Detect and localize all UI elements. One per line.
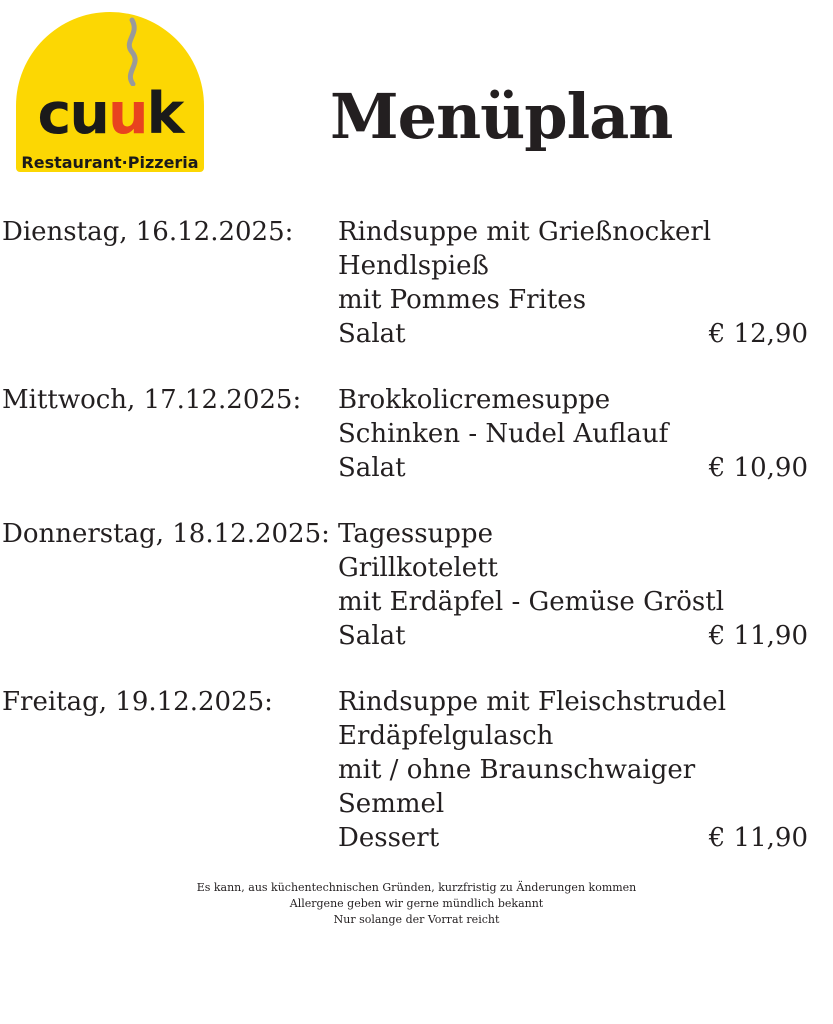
menu-plan-list (0, 215, 833, 887)
menu-dish-name: mit / ohne Braunschwaiger (338, 755, 696, 785)
menu-dish-row (338, 685, 818, 719)
menu-dish-row (338, 383, 818, 417)
menu-day-price: € 11,90 (708, 621, 808, 651)
menu-dish-row (338, 619, 818, 653)
menu-dish-name: Tagessuppe (338, 519, 493, 549)
menu-dish-row (338, 551, 818, 585)
menu-dish-row (338, 417, 818, 451)
footer-line-2: Allergene geben wir gerne mündlich bekannt (289, 897, 544, 910)
logo-wordmark (16, 81, 204, 147)
page-header (0, 0, 833, 190)
menu-dish-name: Salat (338, 621, 406, 651)
menu-day-label: Donnerstag, 18.12.2025: (2, 519, 330, 549)
footer-line-1: Es kann, aus küchentechnischen Gründen, kurzfristig zu Änderungen kommen (196, 881, 637, 894)
logo-subtitle: Restaurant·Pizzeria (21, 153, 199, 172)
menu-day-block (0, 517, 833, 653)
menu-day-dishes (338, 685, 818, 855)
logo-letter-u2: u (107, 81, 147, 147)
logo-letter-k: k (146, 81, 183, 147)
menu-day-dishes (338, 215, 818, 351)
menu-dish-row (338, 719, 818, 753)
menu-day-dishes (338, 517, 818, 653)
page-footer (0, 880, 833, 928)
menu-dish-row (338, 317, 818, 351)
page-title: Menüplan (330, 80, 673, 153)
menu-day-label: Mittwoch, 17.12.2025: (2, 385, 302, 415)
logo-letter-c: c (37, 81, 70, 147)
menu-dish-name: Dessert (338, 823, 440, 853)
menu-day-dishes (338, 383, 818, 485)
menu-dish-name: Semmel (338, 789, 445, 819)
menu-dish-row (338, 283, 818, 317)
menu-dish-row (338, 517, 818, 551)
menu-dish-name: Salat (338, 319, 406, 349)
logo-letter-u1: u (69, 81, 108, 147)
menu-dish-row (338, 753, 818, 787)
menu-day-price: € 11,90 (708, 823, 808, 853)
menu-day-block (0, 685, 833, 855)
menu-day-price: € 10,90 (708, 453, 808, 483)
smoke-icon (120, 16, 146, 86)
menu-dish-name: Hendlspieß (338, 251, 489, 281)
menu-dish-row (338, 821, 818, 855)
restaurant-logo (16, 12, 204, 172)
footer-line-3: Nur solange der Vorrat reicht (333, 913, 500, 926)
menu-dish-name: Erdäpfelgulasch (338, 721, 554, 751)
menu-dish-name: Rindsuppe mit Grießnockerl (338, 217, 712, 247)
menu-day-price: € 12,90 (708, 319, 808, 349)
menu-dish-name: mit Erdäpfel - Gemüse Gröstl (338, 587, 725, 617)
menu-day-label: Freitag, 19.12.2025: (2, 687, 273, 717)
menu-day-block (0, 215, 833, 351)
menu-dish-row (338, 585, 818, 619)
menu-dish-row (338, 249, 818, 283)
menu-dish-name: Salat (338, 453, 406, 483)
menu-dish-row (338, 451, 818, 485)
menu-dish-name: mit Pommes Frites (338, 285, 587, 315)
menu-day-label: Dienstag, 16.12.2025: (2, 217, 294, 247)
menu-dish-row (338, 215, 818, 249)
menu-dish-row (338, 787, 818, 821)
menu-dish-name: Grillkotelett (338, 553, 498, 583)
menu-day-block (0, 383, 833, 485)
menu-dish-name: Rindsuppe mit Fleischstrudel (338, 687, 727, 717)
menu-dish-name: Brokkolicremesuppe (338, 385, 611, 415)
menu-dish-name: Schinken - Nudel Auflauf (338, 419, 669, 449)
